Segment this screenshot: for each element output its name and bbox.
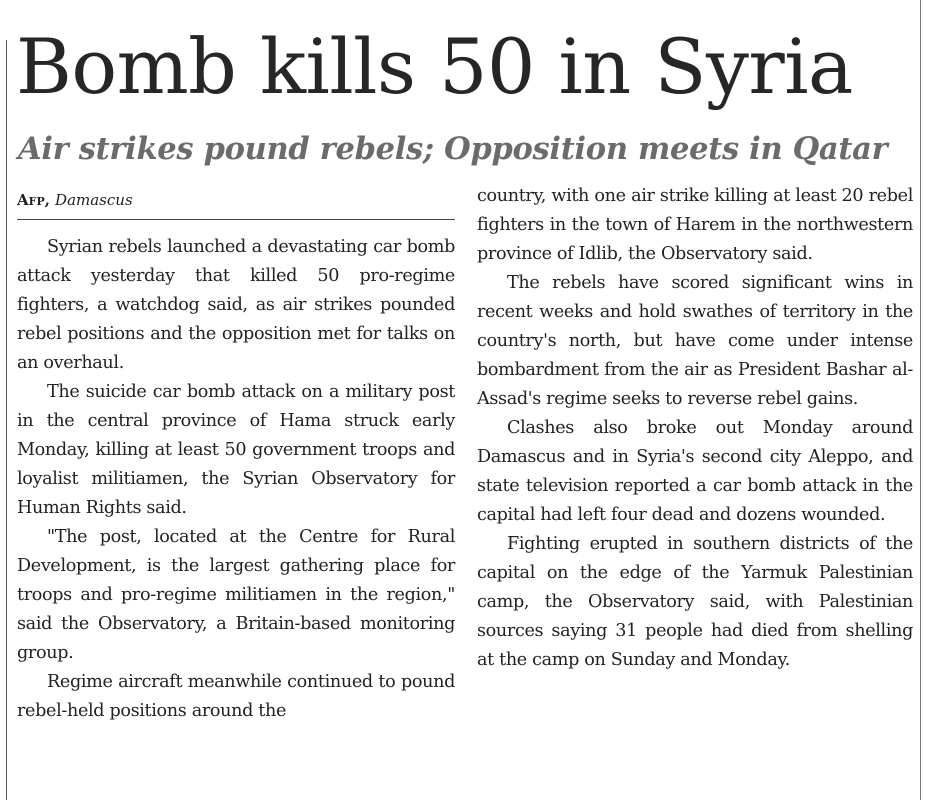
article-column-right (477, 182, 913, 675)
paragraph: Regime aircraft meanwhile continued to pound rebel-held positions around the (17, 672, 455, 721)
paragraph-continued: country, with one air strike killing at least 20 rebel fighters in the town of Harem in the northwestern province of Idlib, the Observatory said. (477, 186, 913, 264)
column-rule-left (6, 40, 7, 800)
paragraph: The rebels have scored significant wins in recent weeks and hold swathes of territory in the country's north, but have come under intense bombardment from the air as President Bashar al-Assad's regime seeks to reverse rebel gains. (477, 273, 913, 409)
headline: Bomb kills 50 in Syria (16, 22, 853, 111)
byline-rule (17, 219, 455, 220)
column-rule-right (920, 0, 921, 800)
paragraph: Fighting erupted in southern districts of the capital on the edge of the Yarmuk Palestinian camp, the Observatory said, with Palestinian sources saying 31 people had died from shelling at the camp on Sunday and Monday. (477, 534, 913, 670)
byline-dateline: Damascus (55, 191, 133, 209)
paragraph: Syrian rebels launched a devastating car bomb attack yesterday that killed 50 pro-regime fighters, a watchdog said, as air strikes pounded rebel positions and the opposition met for talks on an overhaul. (17, 237, 455, 373)
paragraph: The suicide car bomb attack on a military post in the central province of Hama struck early Monday, killing at least 50 government troops and loyalist militiamen, the Syrian Observatory for Human Rights said. (17, 382, 455, 518)
paragraph: "The post, located at the Centre for Rural Development, is the largest gathering place for troops and pro-regime militiamen in the region," said the Observatory, a Britain-based monitoring group. (17, 527, 455, 663)
article-column-left (17, 233, 455, 726)
byline (17, 189, 133, 211)
subheadline: Air strikes pound rebels; Opposition meets in Qatar (18, 131, 888, 167)
byline-agency: Afp, (17, 191, 50, 209)
paragraph: Clashes also broke out Monday around Damascus and in Syria's second city Aleppo, and state television reported a car bomb attack in the capital had left four dead and dozens wounded. (477, 418, 913, 525)
